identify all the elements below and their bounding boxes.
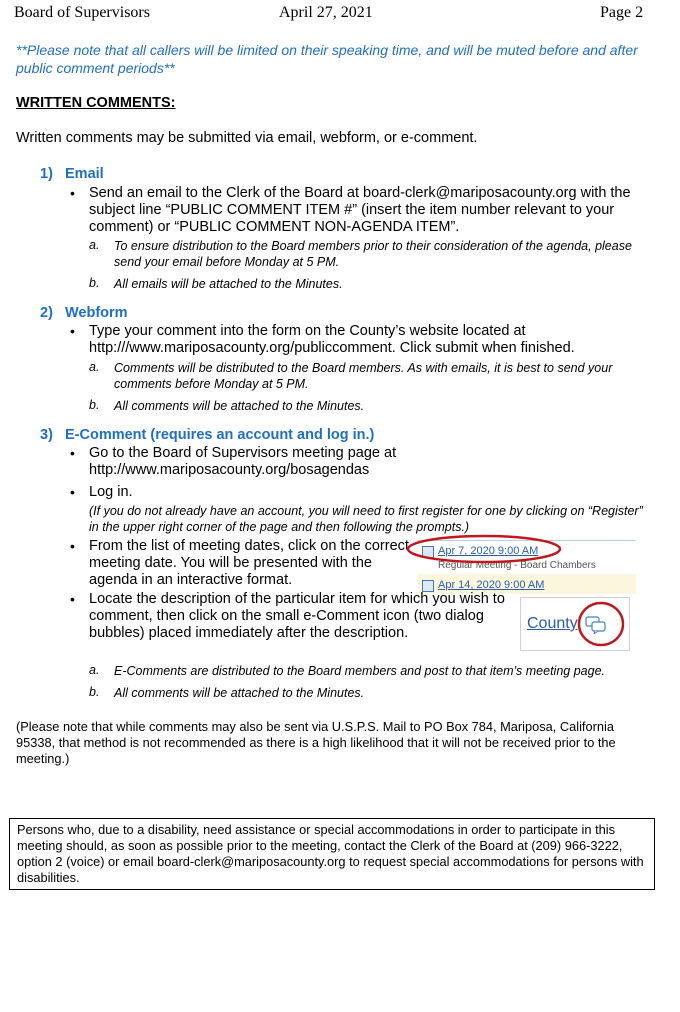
section-title-webform: Webform	[65, 305, 128, 321]
sub-letter: a.	[89, 238, 100, 252]
sub-letter: b.	[89, 276, 100, 290]
email-sub-b: All emails will be attached to the Minutes.	[114, 277, 343, 291]
bullet-icon: •	[70, 323, 75, 339]
section-number-ecomment: 3)	[40, 427, 53, 443]
bullet-icon: •	[70, 445, 75, 461]
header-date: April 27, 2021	[279, 4, 373, 21]
section-number-webform: 2)	[40, 305, 53, 321]
ecomment-sub-b: All comments will be attached to the Minutes.	[114, 686, 365, 700]
sub-letter: a.	[89, 360, 100, 374]
section-title-ecomment: E-Comment (requires an account and log in.)	[65, 427, 375, 443]
intro-text: Written comments may be submitted via email, webform, or e-comment.	[16, 130, 478, 146]
email-sub-a: To ensure distribution to the Board members prior to their consideration of the agenda, please send your email before Monday at 5 PM.	[114, 239, 632, 269]
email-bullet: Send an email to the Clerk of the Board at board-clerk@mariposacounty.org with the subject line “PUBLIC COMMENT ITEM #” (insert the item number relevant to your comment) or “PUBLIC COMMENT NON-AGENDA ITEM”.	[89, 185, 631, 235]
accessibility-notice: Persons who, due to a disability, need assistance or special accommodations in order to participate in this meeting should, as soon as possible prior to the meeting, contact the Clerk of the Board at (209) 966-3222, option 2 (voice) or email board-clerk@mariposacounty.org to request special accommodations for persons with disabilities.	[9, 818, 655, 890]
header-left: Board of Supervisors	[14, 4, 150, 21]
highlight-circle-icon	[571, 598, 627, 648]
bullet-icon: •	[70, 185, 75, 201]
sub-letter: b.	[89, 685, 100, 699]
county-link[interactable]: County	[527, 615, 578, 632]
webform-sub-a: Comments will be distributed to the Board members. As with emails, it is best to send your comments before Monday at 5 PM.	[114, 361, 613, 391]
meeting-subtitle: Regular Meeting - Board Chambers	[438, 560, 596, 571]
mail-note: (Please note that while comments may also be sent via U.S.P.S. Mail to PO Box 784, Mariposa, California 95338, that method is not recommended as there is a high likelihood that it will not be received prior to the meeting.)	[16, 719, 616, 766]
sub-letter: b.	[89, 398, 100, 412]
ecomment-bullet-1: Go to the Board of Supervisors meeting page at http://www.mariposacounty.org/bosagendas	[89, 445, 397, 478]
highlight-circle-icon	[404, 533, 564, 565]
ecomment-sub-a: E-Comments are distributed to the Board members and post to that item’s meeting page.	[114, 664, 605, 678]
written-comments-heading: WRITTEN COMMENTS:	[16, 95, 176, 111]
bullet-icon: •	[70, 484, 75, 500]
sub-letter: a.	[89, 663, 100, 677]
meeting-date-link-2[interactable]: Apr 14, 2020 9:00 AM	[438, 579, 545, 591]
webform-sub-b: All comments will be attached to the Minutes.	[114, 399, 365, 413]
caller-note: **Please note that all callers will be limited on their speaking time, and will be muted before and after public comment periods**	[16, 42, 638, 76]
webform-bullet: Type your comment into the form on the County’s website located at http:///www.mariposacounty.org/publiccomment. Click submit when finished.	[89, 323, 575, 356]
bullet-icon: •	[70, 538, 75, 554]
meeting-date-link-1[interactable]: Apr 7, 2020 9:00 AM	[438, 545, 539, 557]
header-page: Page 2	[600, 4, 644, 21]
ecomment-icon-screenshot	[520, 597, 630, 651]
ecomment-bullet-3: From the list of meeting dates, click on the correct meeting date. You will be presented with the agenda in an interactive format.	[89, 538, 409, 588]
bullet-icon: •	[70, 591, 75, 607]
ecomment-bullet-2: Log in.	[89, 484, 133, 500]
ecomment-login-note: (If you do not already have an account, you will need to first register for one by clicking on “Register” in the upper right corner of the page and then following the prompts.)	[89, 504, 643, 534]
section-title-email: Email	[65, 166, 104, 182]
ecomment-bullet-4: Locate the description of the particular item for which you wish to comment, then click on the small e-Comment icon (two dialog bubbles) placed immediately after the description.	[89, 591, 505, 641]
section-number-email: 1)	[40, 166, 53, 182]
